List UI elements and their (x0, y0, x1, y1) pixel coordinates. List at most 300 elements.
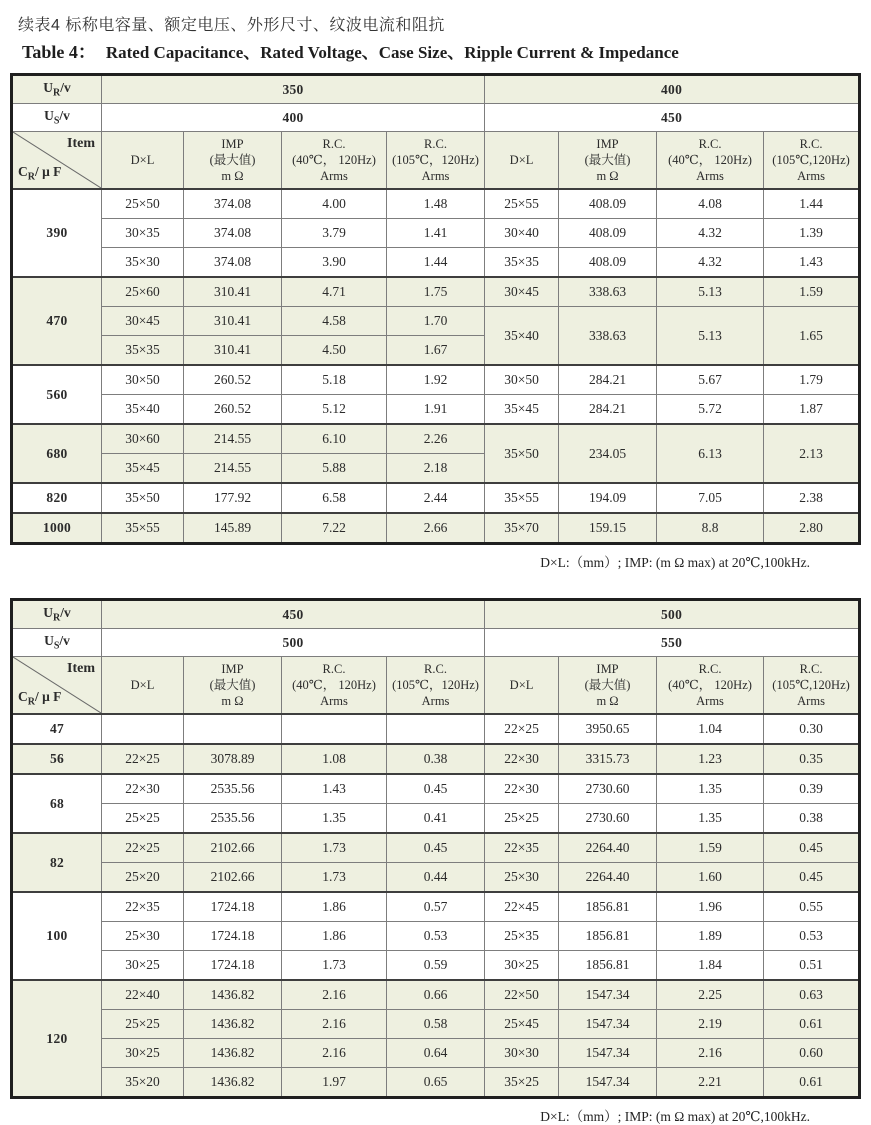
data-cell: 30×40 (485, 219, 559, 248)
data-cell: 0.58 (387, 1010, 485, 1039)
data-cell: 6.13 (657, 424, 764, 483)
data-cell: 194.09 (559, 483, 657, 513)
data-cell: 35×45 (485, 395, 559, 425)
data-cell: 1.75 (387, 277, 485, 307)
rc-line: Arms (696, 169, 724, 184)
data-cell: 2.21 (657, 1068, 764, 1098)
table-row (12, 922, 860, 951)
imp-line: m Ω (596, 694, 619, 709)
data-cell: 2.38 (764, 483, 860, 513)
data-cell: 8.8 (657, 513, 764, 544)
data-cell: 2.13 (764, 424, 860, 483)
page-title-chinese: 续表4 标称电容量、额定电压、外形尺寸、纹波电流和阻抗 (18, 17, 445, 34)
rc-line: (40℃， 120Hz) (292, 152, 376, 167)
data-cell: 1856.81 (559, 922, 657, 951)
data-cell: 30×30 (485, 1039, 559, 1068)
table-row (12, 1039, 860, 1068)
data-cell: 22×25 (485, 714, 559, 744)
rc-line: (105℃，120Hz) (392, 677, 479, 692)
voltage-header-rows (12, 75, 860, 190)
data-cell: 1.70 (387, 307, 485, 336)
data-cell (282, 714, 387, 744)
item-cr-diagonal-cell (12, 132, 102, 190)
data-cell: 2.66 (387, 513, 485, 544)
data-cell: 4.08 (657, 189, 764, 219)
rc-line: R.C. (424, 136, 447, 151)
imp-line: (最大值) (584, 677, 631, 692)
data-cell: 30×35 (102, 219, 184, 248)
data-cell: 3078.89 (184, 744, 282, 774)
data-cell: 35×35 (485, 248, 559, 278)
data-cell: 1.41 (387, 219, 485, 248)
imp-line: (最大值) (584, 152, 631, 167)
data-cell: 4.71 (282, 277, 387, 307)
data-cell: 260.52 (184, 365, 282, 395)
data-cell: 0.39 (764, 774, 860, 804)
column-header-row (12, 132, 860, 190)
data-cell: 2.16 (282, 980, 387, 1010)
ur-subscript: R (53, 612, 61, 624)
data-cell: 5.67 (657, 365, 764, 395)
table-row (12, 513, 860, 544)
ur-symbol: U (43, 605, 53, 621)
data-cell: 3950.65 (559, 714, 657, 744)
dxl-label: D×L (509, 152, 534, 167)
data-cell (387, 714, 485, 744)
rc-line: Arms (421, 169, 450, 184)
data-cell: 1.59 (764, 277, 860, 307)
data-cell: 1.08 (282, 744, 387, 774)
data-cell: 1.44 (764, 189, 860, 219)
data-cell: 145.89 (184, 513, 282, 544)
table-row (12, 277, 860, 307)
data-cell: 25×20 (102, 863, 184, 893)
data-cell: 1547.34 (559, 1039, 657, 1068)
data-cell: 0.45 (387, 774, 485, 804)
data-cell: 0.61 (764, 1068, 860, 1098)
data-cell: 25×60 (102, 277, 184, 307)
data-cell: 30×25 (102, 951, 184, 981)
cr-subscript: R (27, 172, 35, 183)
rc-line: Arms (797, 694, 825, 709)
data-cell: 1.79 (764, 365, 860, 395)
data-cell: 1.59 (657, 833, 764, 863)
rc-line: Arms (696, 694, 724, 709)
data-cell: 1.86 (282, 892, 387, 922)
data-cell: 4.50 (282, 336, 387, 366)
spec-table-350-400 (10, 73, 861, 545)
data-cell: 0.53 (764, 922, 860, 951)
data-cell: 30×50 (102, 365, 184, 395)
data-cell: 0.41 (387, 804, 485, 834)
data-cell: 30×25 (102, 1039, 184, 1068)
data-cell: 5.13 (657, 277, 764, 307)
data-cell: 1724.18 (184, 951, 282, 981)
data-cell: 1.73 (282, 833, 387, 863)
ur-symbol: U (43, 80, 53, 96)
ur-unit: /v (60, 605, 71, 621)
data-cell: 25×35 (485, 922, 559, 951)
rc-line: Arms (421, 694, 450, 709)
data-cell: 1.35 (657, 804, 764, 834)
col-header-rc40-left (282, 657, 387, 715)
us-label (12, 104, 102, 132)
us-left-value: 400 (102, 104, 485, 132)
table-row (12, 189, 860, 219)
data-cell: 1.39 (764, 219, 860, 248)
data-cell: 3.90 (282, 248, 387, 278)
rc-line: R.C. (698, 661, 722, 676)
data-cell: 0.38 (387, 744, 485, 774)
data-cell: 22×35 (102, 892, 184, 922)
imp-line: IMP (596, 136, 619, 151)
ur-subscript: R (53, 87, 61, 99)
data-cell: 1.35 (282, 804, 387, 834)
data-cell: 7.22 (282, 513, 387, 544)
data-cell: 22×50 (485, 980, 559, 1010)
data-cell: 1436.82 (184, 1068, 282, 1098)
table-row (12, 714, 860, 744)
data-cell: 22×25 (102, 744, 184, 774)
dxl-label: D×L (509, 677, 534, 692)
item-header-label: Item (67, 136, 95, 151)
cr-unit: / μ F (34, 689, 62, 705)
item-header-label: Item (67, 661, 95, 676)
rc-line: (40℃， 120Hz) (668, 677, 752, 692)
data-cell: 22×30 (102, 774, 184, 804)
data-cell: 35×35 (102, 336, 184, 366)
data-cell: 0.45 (387, 833, 485, 863)
data-cell: 4.32 (657, 219, 764, 248)
col-header-dxl-left (102, 132, 184, 190)
data-cell: 5.12 (282, 395, 387, 425)
data-cell: 25×25 (485, 804, 559, 834)
data-cell: 214.55 (184, 454, 282, 484)
data-cell: 30×45 (485, 277, 559, 307)
us-subscript: S (53, 640, 60, 652)
dxl-label: D×L (130, 152, 155, 167)
data-cell: 2535.56 (184, 774, 282, 804)
data-cell: 2.44 (387, 483, 485, 513)
data-cell: 35×45 (102, 454, 184, 484)
imp-line: (最大值) (209, 677, 256, 692)
data-cell: 22×40 (102, 980, 184, 1010)
item-label: 56 (12, 744, 102, 774)
data-cell: 0.30 (764, 714, 860, 744)
voltage-header-rows (12, 600, 860, 715)
data-cell: 1.84 (657, 951, 764, 981)
column-header-row (12, 657, 860, 715)
ur-label (12, 600, 102, 629)
data-cell: 35×40 (485, 307, 559, 366)
data-cell: 177.92 (184, 483, 282, 513)
rated-voltage-row (12, 600, 860, 629)
data-cell: 1.86 (282, 922, 387, 951)
table-title-text: Rated Capacitance、Rated Voltage、Case Size、Ripple Current & Impedance (105, 43, 679, 62)
data-cell: 25×25 (102, 1010, 184, 1039)
data-cell: 0.55 (764, 892, 860, 922)
item-cr-diagonal-cell (12, 657, 102, 715)
rc-line: R.C. (698, 136, 722, 151)
data-cell: 1.43 (764, 248, 860, 278)
item-label: 560 (12, 365, 102, 424)
item-label: 820 (12, 483, 102, 513)
data-cell: 2.16 (282, 1010, 387, 1039)
imp-line: m Ω (221, 694, 244, 709)
item-label: 120 (12, 980, 102, 1098)
ur-left-value: 450 (102, 600, 485, 629)
table-number-label: Table 4： (22, 42, 96, 62)
col-header-rc105-left (387, 132, 485, 190)
rc-line: (40℃， 120Hz) (668, 152, 752, 167)
us-left-value: 500 (102, 629, 485, 657)
data-cell: 310.41 (184, 307, 282, 336)
item-label: 82 (12, 833, 102, 892)
table-row (12, 248, 860, 278)
data-cell: 1.67 (387, 336, 485, 366)
item-label: 470 (12, 277, 102, 365)
data-cell: 0.53 (387, 922, 485, 951)
table-row (12, 1068, 860, 1098)
table-row (12, 395, 860, 425)
data-cell: 1.65 (764, 307, 860, 366)
table-row (12, 365, 860, 395)
data-cell: 338.63 (559, 307, 657, 366)
imp-line: IMP (221, 136, 244, 151)
imp-line: m Ω (221, 169, 244, 184)
capacitance-header-label (18, 163, 61, 184)
col-header-dxl-left (102, 657, 184, 715)
table-2-footnote: D×L:（mm）; IMP: (m Ω max) at 20℃,100kHz. (540, 1109, 810, 1124)
col-header-dxl-right (485, 657, 559, 715)
col-header-rc40-right (657, 132, 764, 190)
data-cell: 1436.82 (184, 980, 282, 1010)
item-label: 390 (12, 189, 102, 277)
data-cell: 0.65 (387, 1068, 485, 1098)
data-cell: 408.09 (559, 248, 657, 278)
us-symbol: U (44, 633, 54, 649)
dxl-label: D×L (130, 677, 155, 692)
data-cell: 1.73 (282, 863, 387, 893)
data-cell: 30×25 (485, 951, 559, 981)
data-cell: 25×30 (485, 863, 559, 893)
data-cell: 0.35 (764, 744, 860, 774)
data-cell: 35×55 (102, 513, 184, 544)
data-cell: 1436.82 (184, 1010, 282, 1039)
data-cell (184, 714, 282, 744)
rated-voltage-row (12, 75, 860, 104)
data-cell: 5.72 (657, 395, 764, 425)
rc-line: Arms (320, 169, 348, 184)
cr-symbol: C (18, 164, 28, 180)
table-row (12, 483, 860, 513)
data-cell: 25×45 (485, 1010, 559, 1039)
us-right-value: 450 (485, 104, 860, 132)
rc-line: (105℃,120Hz) (772, 152, 850, 167)
data-cell: 0.45 (764, 833, 860, 863)
ur-left-value: 350 (102, 75, 485, 104)
data-cell: 1547.34 (559, 1068, 657, 1098)
data-cell: 22×30 (485, 774, 559, 804)
data-cell: 35×50 (102, 483, 184, 513)
data-cell: 1547.34 (559, 1010, 657, 1039)
us-right-value: 550 (485, 629, 860, 657)
data-cell: 35×55 (485, 483, 559, 513)
data-cell: 374.08 (184, 189, 282, 219)
cr-symbol: C (18, 689, 28, 705)
data-cell: 1547.34 (559, 980, 657, 1010)
rc-line: Arms (797, 169, 825, 184)
data-cell: 260.52 (184, 395, 282, 425)
data-cell: 0.64 (387, 1039, 485, 1068)
table-row (12, 892, 860, 922)
table-1-footnote: D×L:（mm）; IMP: (m Ω max) at 20℃,100kHz. (540, 555, 810, 570)
table-row (12, 219, 860, 248)
rc-line: (105℃,120Hz) (772, 677, 850, 692)
rc-line: R.C. (424, 661, 447, 676)
data-cell: 310.41 (184, 277, 282, 307)
table-row (12, 951, 860, 981)
data-cell: 2102.66 (184, 863, 282, 893)
data-cell: 2.18 (387, 454, 485, 484)
item-label: 100 (12, 892, 102, 980)
data-cell: 25×30 (102, 922, 184, 951)
item-label: 680 (12, 424, 102, 483)
surge-voltage-row (12, 629, 860, 657)
rc-line: R.C. (799, 136, 823, 151)
us-subscript: S (53, 115, 60, 127)
data-cell: 30×50 (485, 365, 559, 395)
data-cell: 0.45 (764, 863, 860, 893)
item-label: 47 (12, 714, 102, 744)
data-cell: 2730.60 (559, 804, 657, 834)
ur-unit: /v (60, 80, 71, 96)
imp-line: IMP (596, 661, 619, 676)
data-cell: 22×25 (102, 833, 184, 863)
table-row (12, 863, 860, 893)
data-cell: 1.97 (282, 1068, 387, 1098)
data-cell: 2.26 (387, 424, 485, 454)
data-cell: 1.87 (764, 395, 860, 425)
data-cell: 310.41 (184, 336, 282, 366)
data-cell: 1.35 (657, 774, 764, 804)
col-header-imp-right (559, 657, 657, 715)
ur-label (12, 75, 102, 104)
table-row (12, 774, 860, 804)
us-symbol: U (44, 108, 54, 124)
data-cell: 2264.40 (559, 863, 657, 893)
data-cell: 2.80 (764, 513, 860, 544)
data-cell: 1856.81 (559, 892, 657, 922)
cr-subscript: R (27, 697, 35, 708)
data-cell: 35×50 (485, 424, 559, 483)
data-cell: 0.57 (387, 892, 485, 922)
table-2-section (10, 598, 860, 1125)
data-cell: 1.48 (387, 189, 485, 219)
col-header-rc105-right (764, 657, 860, 715)
rc-line: R.C. (799, 661, 823, 676)
data-cell: 0.63 (764, 980, 860, 1010)
item-label: 1000 (12, 513, 102, 544)
data-cell: 22×45 (485, 892, 559, 922)
col-header-imp-right (559, 132, 657, 190)
data-cell: 35×30 (102, 248, 184, 278)
data-cell: 408.09 (559, 189, 657, 219)
table-row (12, 804, 860, 834)
data-cell: 35×40 (102, 395, 184, 425)
data-cell: 2102.66 (184, 833, 282, 863)
col-header-rc105-left (387, 657, 485, 715)
rc-line: R.C. (322, 136, 346, 151)
table-row (12, 744, 860, 774)
col-header-dxl-right (485, 132, 559, 190)
data-cell: 2.16 (282, 1039, 387, 1068)
data-cell: 1.96 (657, 892, 764, 922)
data-cell: 22×30 (485, 744, 559, 774)
data-cell: 4.58 (282, 307, 387, 336)
imp-line: m Ω (596, 169, 619, 184)
table-row (12, 980, 860, 1010)
data-cell: 5.18 (282, 365, 387, 395)
data-cell: 1.60 (657, 863, 764, 893)
data-cell: 1724.18 (184, 922, 282, 951)
data-cell: 1.89 (657, 922, 764, 951)
data-cell: 4.32 (657, 248, 764, 278)
data-cell: 1436.82 (184, 1039, 282, 1068)
data-cell: 25×25 (102, 804, 184, 834)
data-cell: 0.59 (387, 951, 485, 981)
data-cell: 2535.56 (184, 804, 282, 834)
ur-right-value: 500 (485, 600, 860, 629)
table-2-body (12, 714, 860, 1098)
data-cell: 25×50 (102, 189, 184, 219)
table-row (12, 307, 860, 336)
data-cell: 30×45 (102, 307, 184, 336)
data-cell: 22×35 (485, 833, 559, 863)
table-1-body (12, 189, 860, 544)
data-cell: 1.04 (657, 714, 764, 744)
data-cell: 408.09 (559, 219, 657, 248)
data-cell: 234.05 (559, 424, 657, 483)
data-cell: 2264.40 (559, 833, 657, 863)
cr-unit: / μ F (34, 164, 62, 180)
ur-right-value: 400 (485, 75, 860, 104)
data-cell: 1.44 (387, 248, 485, 278)
data-cell: 2730.60 (559, 774, 657, 804)
data-cell: 3315.73 (559, 744, 657, 774)
table-row (12, 424, 860, 454)
rc-line: (40℃， 120Hz) (292, 677, 376, 692)
data-cell: 284.21 (559, 365, 657, 395)
imp-line: IMP (221, 661, 244, 676)
data-cell: 338.63 (559, 277, 657, 307)
col-header-imp-left (184, 132, 282, 190)
data-cell: 374.08 (184, 248, 282, 278)
table-row (12, 833, 860, 863)
data-cell: 374.08 (184, 219, 282, 248)
table-row (12, 1010, 860, 1039)
rc-line: Arms (320, 694, 348, 709)
col-header-rc40-left (282, 132, 387, 190)
col-header-imp-left (184, 657, 282, 715)
data-cell (102, 714, 184, 744)
data-cell: 25×55 (485, 189, 559, 219)
data-cell: 1724.18 (184, 892, 282, 922)
data-cell: 3.79 (282, 219, 387, 248)
data-cell: 2.25 (657, 980, 764, 1010)
data-cell: 35×25 (485, 1068, 559, 1098)
page-title-english (22, 38, 860, 64)
